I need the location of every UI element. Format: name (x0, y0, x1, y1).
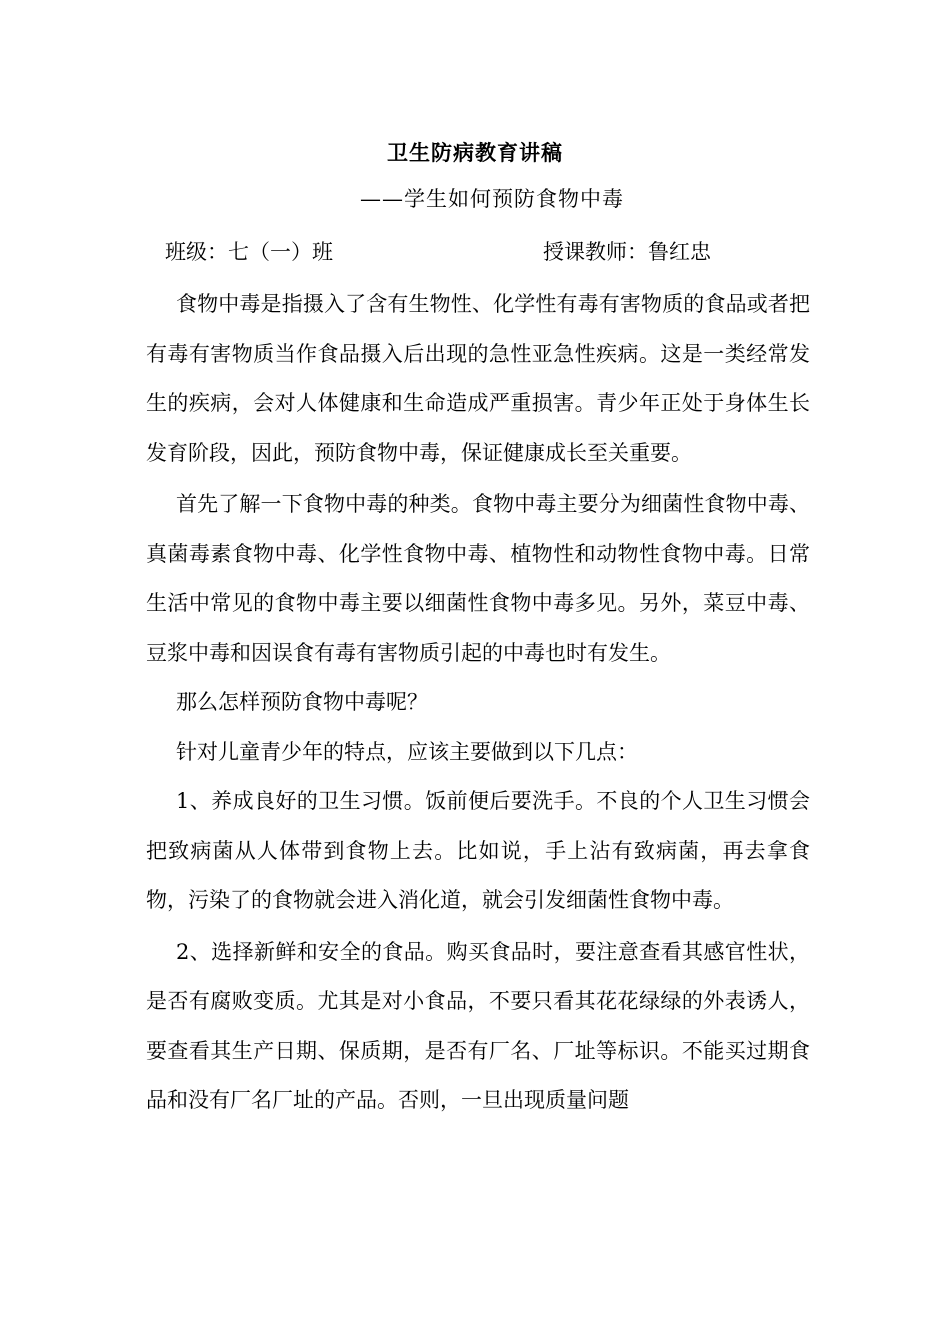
document-subtitle: ——学生如何预防食物中毒 (360, 187, 624, 211)
paragraph-intro: 食物中毒是指摄入了含有生物性、化学性有毒有害物质的食品或者把有毒有害物质当作食品摄入后出现的急性亚急性疾病。这是一类经常发生的疾病，会对人体健康和生命造成严重损害。青少年正处于身体生长发育阶段，因此，预防食物中毒，保证健康成长至关重要。 (146, 292, 810, 465)
paragraph-question: 那么怎样预防食物中毒呢？ (176, 690, 428, 714)
document-title: 卫生防病教育讲稿 (387, 140, 563, 165)
paragraph-types: 首先了解一下食物中毒的种类。食物中毒主要分为细菌性食物中毒、真菌毒素食物中毒、化学性食物中毒、植物性和动物性食物中毒。日常生活中常见的食物中毒主要以细菌性食物中毒多见。另外，菜豆中毒、豆浆中毒和因误食有毒有害物质引起的中毒也时有发生。 (146, 492, 810, 665)
paragraph-point-2: 2、选择新鲜和安全的食品。购买食品时，要注意查看其感官性状，是否有腐败变质。尤其是对小食品，不要只看其花花绿绿的外表诱人，要查看其生产日期、保质期，是否有厂名、厂址等标识。不能买过期食品和没有厂名厂址的产品。否则，一旦出现质量问题 (146, 939, 810, 1112)
paragraph-point-1: 1、养成良好的卫生习惯。饭前便后要洗手。不良的个人卫生习惯会把致病菌从人体带到食物上去。比如说，手上沾有致病菌，再去拿食物，污染了的食物就会进入消化道，就会引发细菌性食物中毒。 (146, 789, 810, 912)
class-label: 班级：七（一）班 (165, 240, 333, 264)
document-body (146, 280, 810, 1126)
teacher-label: 授课教师：鲁红忠 (543, 240, 711, 264)
paragraph-points-intro: 针对儿童青少年的特点，应该主要做到以下几点： (176, 739, 638, 764)
